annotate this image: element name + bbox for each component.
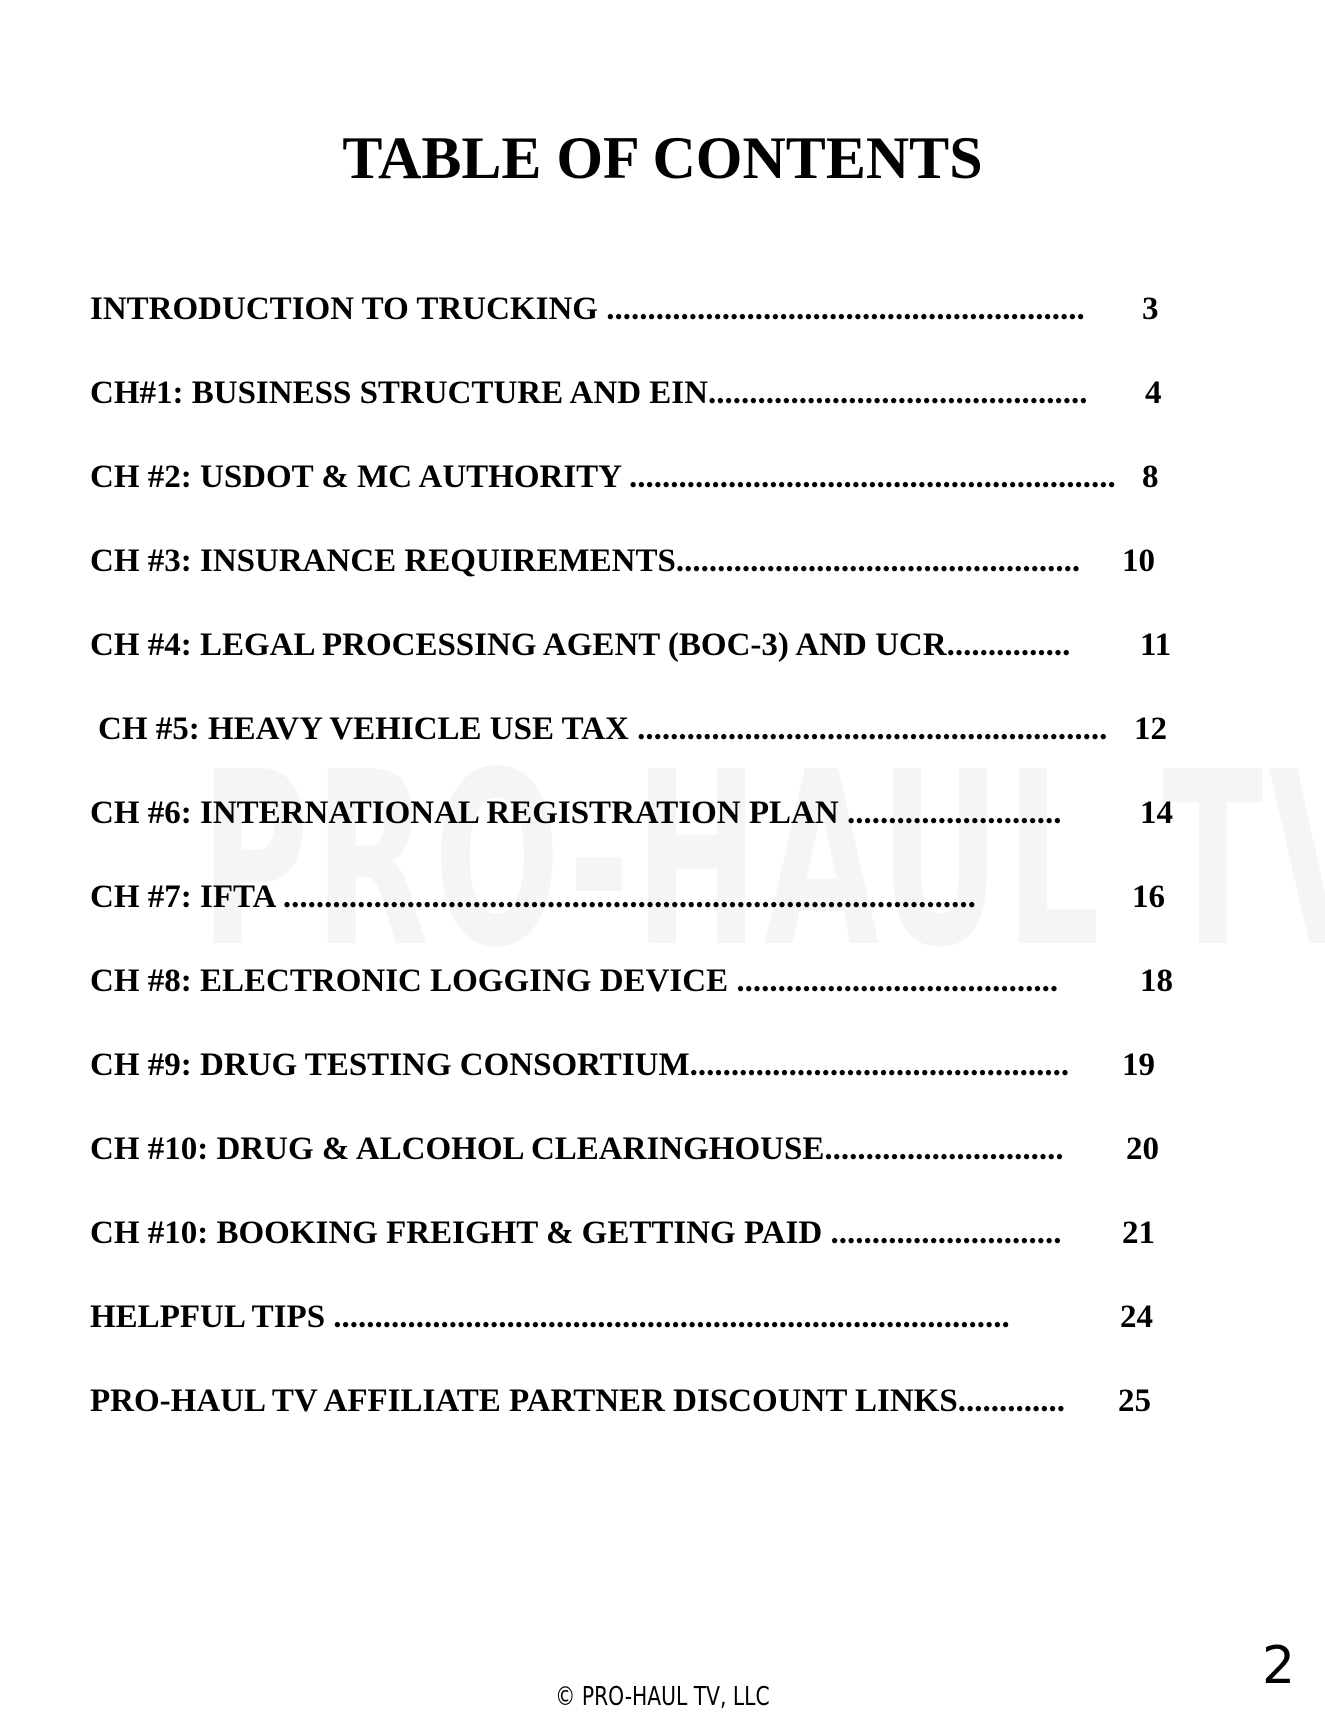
toc-page-number: 18 — [1140, 963, 1173, 999]
toc-entry-label: CH #10: BOOKING FREIGHT & GETTING PAID — [90, 1215, 823, 1251]
toc-leader-dots: .................................................................................. — [325, 1299, 1010, 1335]
toc-page-number: 3 — [1142, 291, 1159, 327]
toc-page-number: 8 — [1142, 459, 1159, 495]
toc-page-number: 21 — [1122, 1215, 1155, 1251]
toc-leader-dots: .............................................. — [707, 375, 1088, 411]
toc-page-number: 14 — [1140, 795, 1173, 831]
toc-leader-dots: .......................................................... — [597, 291, 1085, 327]
toc-entry-ch8[interactable] — [90, 961, 1173, 1001]
toc-page-number: 11 — [1140, 627, 1172, 663]
toc-entry-ch2[interactable] — [90, 457, 1159, 497]
toc-entry-label: CH#1: BUSINESS STRUCTURE AND EIN — [90, 375, 708, 411]
toc-entry-ch3[interactable] — [90, 541, 1155, 581]
toc-entry-helpful-tips[interactable] — [90, 1297, 1153, 1337]
toc-entry-label: CH #10: DRUG & ALCOHOL CLEARINGHOUSE — [90, 1131, 825, 1167]
toc-leader-dots: ............................. — [824, 1131, 1064, 1167]
toc-leader-dots: ............................ — [822, 1215, 1062, 1251]
toc-entry-label: PRO-HAUL TV AFFILIATE PARTNER DISCOUNT LINKS — [90, 1383, 958, 1419]
toc-page-number: 20 — [1126, 1131, 1159, 1167]
toc-page-number: 10 — [1122, 543, 1155, 579]
toc-entry-introduction[interactable] — [90, 289, 1159, 329]
toc-leader-dots: .................................................................................... — [274, 879, 976, 915]
page-number: 2 — [1262, 1636, 1296, 1696]
toc-entry-label: CH #4: LEGAL PROCESSING AGENT (BOC-3) AND UCR — [90, 627, 947, 663]
toc-leader-dots: ............. — [957, 1383, 1065, 1419]
toc-entry-ch1[interactable] — [90, 373, 1162, 413]
toc-entry-ch6[interactable] — [90, 793, 1173, 833]
toc-leader-dots: ............... — [946, 627, 1071, 663]
toc-page-number: 19 — [1122, 1047, 1155, 1083]
toc-leader-dots: ......................................................... — [628, 711, 1108, 747]
toc-entry-ch9[interactable] — [90, 1045, 1155, 1085]
toc-entry-label: CH #2: USDOT & MC AUTHORITY — [90, 459, 621, 495]
toc-page-number: 25 — [1118, 1383, 1151, 1419]
toc-page-number: 24 — [1120, 1299, 1153, 1335]
toc-leader-dots: ................................................. — [675, 543, 1081, 579]
toc-page-number: 12 — [1134, 711, 1167, 747]
toc-page-number: 16 — [1132, 879, 1165, 915]
watermark-logo — [200, 740, 770, 980]
toc-entry-ch10-booking[interactable] — [90, 1213, 1155, 1253]
toc-entry-label: CH #7: IFTA — [90, 879, 275, 915]
copyright-footer: © PRO-HAUL TV, LLC — [555, 1682, 770, 1712]
toc-page-number: 4 — [1145, 375, 1162, 411]
toc-entry-ch4[interactable] — [90, 625, 1172, 665]
page-title: TABLE OF CONTENTS — [342, 125, 983, 191]
toc-entry-ch5[interactable] — [98, 709, 1167, 749]
toc-entry-label: CH #6: INTERNATIONAL REGISTRATION PLAN — [90, 795, 839, 831]
toc-leader-dots: .......................... — [838, 795, 1062, 831]
toc-entry-label: CH #8: ELECTRONIC LOGGING DEVICE — [90, 963, 729, 999]
toc-leader-dots: ....................................... — [728, 963, 1059, 999]
toc-entry-ch10-clearinghouse[interactable] — [90, 1129, 1159, 1169]
toc-entry-affiliate-links[interactable] — [90, 1381, 1151, 1421]
toc-entry-label: CH #3: INSURANCE REQUIREMENTS — [90, 543, 676, 579]
toc-entry-label: HELPFUL TIPS — [90, 1299, 326, 1335]
toc-leader-dots: ........................................................... — [620, 459, 1116, 495]
toc-entry-label: CH #5: HEAVY VEHICLE USE TAX — [98, 711, 629, 747]
toc-entry-ch7[interactable] — [90, 877, 1165, 917]
toc-entry-label: INTRODUCTION TO TRUCKING — [90, 291, 598, 327]
toc-leader-dots: .............................................. — [689, 1047, 1070, 1083]
toc-entry-label: CH #9: DRUG TESTING CONSORTIUM — [90, 1047, 690, 1083]
